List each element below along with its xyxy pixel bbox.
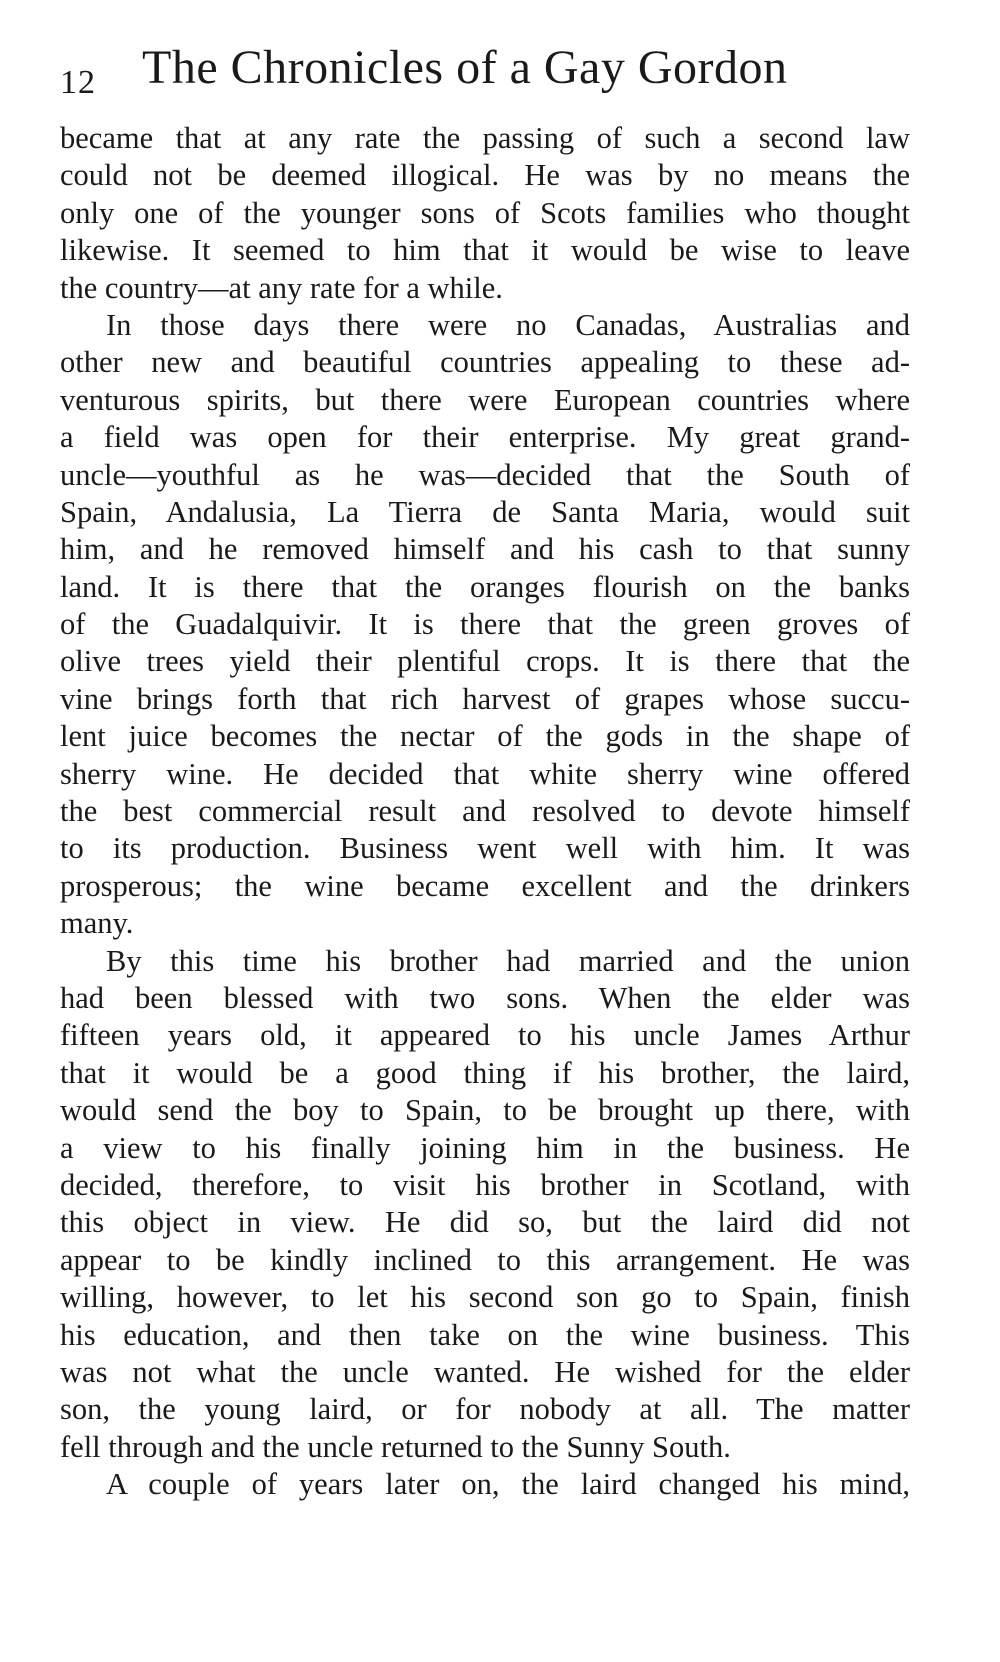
text-line: sherry wine. He decided that white sherry wine offered bbox=[60, 756, 910, 791]
text-line: lent juice becomes the nectar of the gods in the shape of bbox=[60, 719, 910, 754]
text-line: his education, and then take on the wine business. This bbox=[60, 1317, 910, 1352]
text-line: a field was open for their enterprise. My great grand- bbox=[60, 420, 910, 455]
text-line: the country—at any rate for a while. bbox=[60, 270, 503, 305]
text-line: the best commercial result and resolved to devote himself bbox=[60, 794, 910, 829]
text-line: fifteen years old, it appeared to his uncle James Arthur bbox=[60, 1018, 910, 1053]
text-line: that it would be a good thing if his brother, the laird, bbox=[60, 1055, 910, 1090]
text-line: willing, however, to let his second son go to Spain, finish bbox=[60, 1280, 910, 1315]
text-line: olive trees yield their plentiful crops. It is there that the bbox=[60, 644, 910, 679]
book-page bbox=[60, 40, 910, 1503]
text-line: venturous spirits, but there were European countries where bbox=[60, 382, 910, 417]
text-line: fell through and the uncle returned to the Sunny South. bbox=[60, 1429, 731, 1464]
body-text bbox=[60, 120, 910, 1503]
running-title: The Chronicles of a Gay Gordon bbox=[142, 41, 788, 94]
text-line: son, the young laird, or for nobody at all. The matter bbox=[60, 1392, 910, 1427]
text-line: land. It is there that the oranges flourish on the banks bbox=[60, 569, 910, 604]
text-line: appear to be kindly inclined to this arrangement. He was bbox=[60, 1242, 910, 1277]
text-line: decided, therefore, to visit his brother in Scotland, with bbox=[60, 1167, 910, 1202]
text-line: a view to his finally joining him in the business. He bbox=[60, 1130, 910, 1165]
text-line: had been blessed with two sons. When the elder was bbox=[60, 980, 910, 1015]
text-line: uncle—youthful as he was—decided that the South of bbox=[60, 457, 910, 492]
text-line: would send the boy to Spain, to be brought up there, with bbox=[60, 1093, 910, 1128]
text-line: many. bbox=[60, 906, 134, 941]
text-line: became that at any rate the passing of such a second law bbox=[60, 121, 910, 155]
text-line: In those days there were no Canadas, Australias and bbox=[106, 307, 910, 342]
text-line: of the Guadalquivir. It is there that the green groves of bbox=[60, 607, 910, 642]
text-line: A couple of years later on, the laird changed his mind, bbox=[106, 1467, 910, 1502]
text-line: vine brings forth that rich harvest of grapes whose succu- bbox=[60, 681, 910, 716]
text-line: prosperous; the wine became excellent and the drinkers bbox=[60, 868, 910, 903]
text-line: to its production. Business went well with him. It was bbox=[60, 831, 910, 866]
text-line: Spain, Andalusia, La Tierra de Santa Maria, would suit bbox=[60, 494, 910, 529]
text-line: By this time his brother had married and the union bbox=[106, 943, 910, 978]
text-line: this object in view. He did so, but the laird did not bbox=[60, 1205, 910, 1240]
text-line: other new and beautiful countries appealing to these ad- bbox=[60, 345, 910, 380]
page-header bbox=[60, 40, 910, 110]
text-line: likewise. It seemed to him that it would be wise to leave bbox=[60, 233, 910, 268]
text-line: him, and he removed himself and his cash to that sunny bbox=[60, 532, 910, 567]
text-line: could not be deemed illogical. He was by no means the bbox=[60, 158, 910, 193]
text-line: only one of the younger sons of Scots families who thought bbox=[60, 195, 910, 230]
page-number: 12 bbox=[60, 64, 96, 101]
text-line: was not what the uncle wanted. He wished for the elder bbox=[60, 1354, 910, 1389]
